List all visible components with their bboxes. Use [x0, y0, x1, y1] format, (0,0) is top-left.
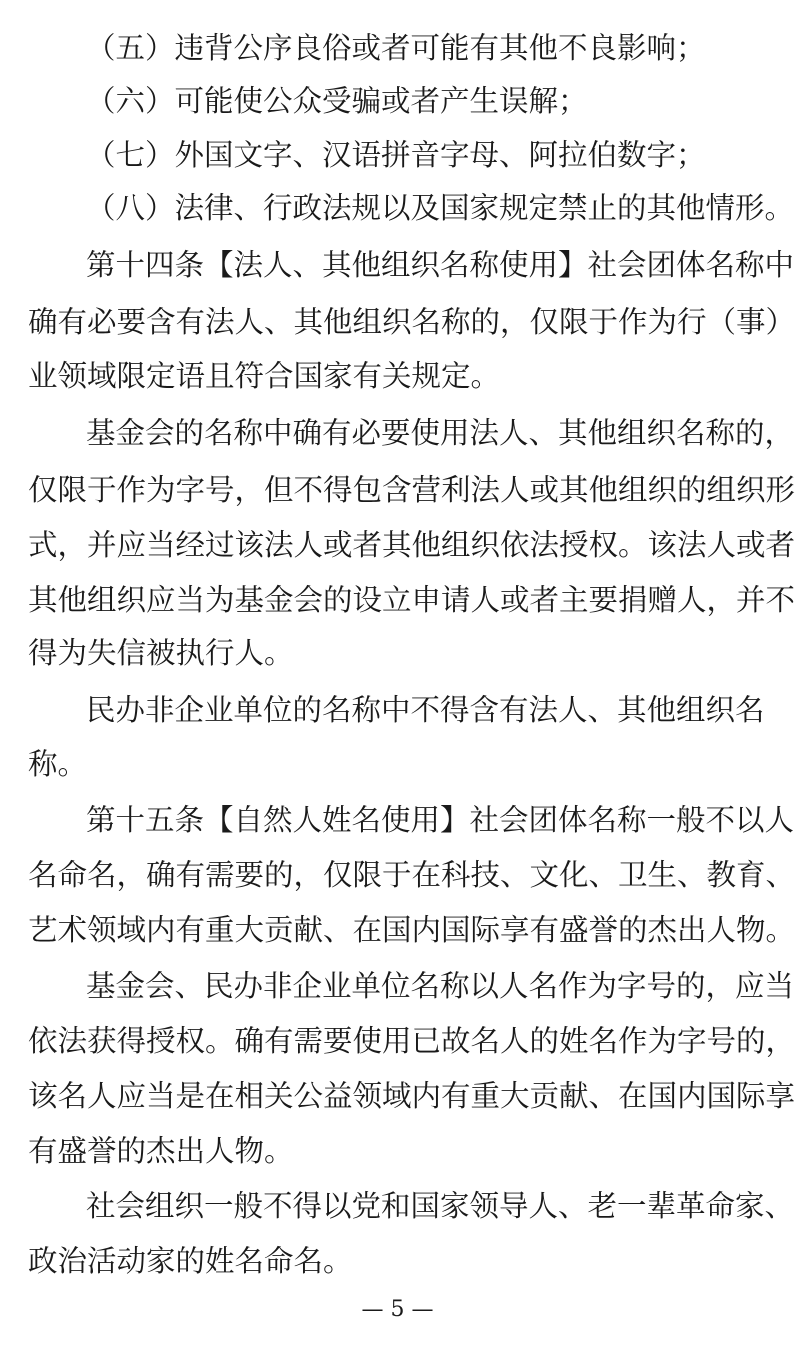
foundation-paragraph-line-3: 式，并应当经过该法人或者其他组织依法授权。该法人或者 [28, 528, 795, 562]
article-15-heading-line: 第十五条【自然人姓名使用】社会团体名称一般不以人 [86, 803, 795, 837]
leader-name-paragraph-line-2: 政治活动家的姓名命名。 [28, 1244, 353, 1278]
page-number: — 5 — [361, 1297, 434, 1322]
article-15-line-3: 艺术领域内有重大贡献、在国内国际享有盛誉的杰出人物。 [28, 913, 795, 947]
personal-name-paragraph-line-2: 依法获得授权。确有需要使用已故名人的姓名作为字号的， [28, 1024, 795, 1058]
article-15-line-2: 名命名，确有需要的，仅限于在科技、文化、卫生、教育、 [28, 858, 795, 892]
personal-name-paragraph-line-1: 基金会、民办非企业单位名称以人名作为字号的，应当 [86, 969, 795, 1003]
foundation-paragraph-line-5: 得为失信被执行人。 [28, 636, 294, 670]
personal-name-paragraph-line-3: 该名人应当是在相关公益领域内有重大贡献、在国内国际享 [28, 1079, 795, 1113]
foundation-paragraph-line-1: 基金会的名称中确有必要使用法人、其他组织名称的， [86, 416, 795, 450]
article-14-line-3: 业领域限定语且符合国家有关规定。 [28, 359, 501, 393]
foundation-paragraph-line-2: 仅限于作为字号，但不得包含营利法人或其他组织的组织形 [28, 473, 795, 507]
article-14-line-2: 确有必要含有法人、其他组织名称的，仅限于作为行（事） [28, 305, 795, 339]
non-enterprise-paragraph-line-1: 民办非企业单位的名称中不得含有法人、其他组织名 [86, 693, 765, 727]
non-enterprise-paragraph-line-2: 称。 [28, 747, 88, 781]
text-line-item-8: （八）法律、行政法规以及国家规定禁止的其他情形。 [86, 191, 795, 225]
text-line-item-5: （五）违背公序良俗或者可能有其他不良影响； [86, 31, 706, 65]
leader-name-paragraph-line-1: 社会组织一般不得以党和国家领导人、老一辈革命家、 [86, 1189, 795, 1223]
text-line-item-7: （七）外国文字、汉语拼音字母、阿拉伯数字； [86, 138, 706, 172]
text-line-item-6: （六）可能使公众受骗或者产生误解； [86, 84, 588, 118]
foundation-paragraph-line-4: 其他组织应当为基金会的设立申请人或者主要捐赠人，并不 [28, 583, 795, 617]
personal-name-paragraph-line-4: 有盛誉的杰出人物。 [28, 1134, 294, 1168]
article-14-heading-line: 第十四条【法人、其他组织名称使用】社会团体名称中 [86, 248, 795, 282]
